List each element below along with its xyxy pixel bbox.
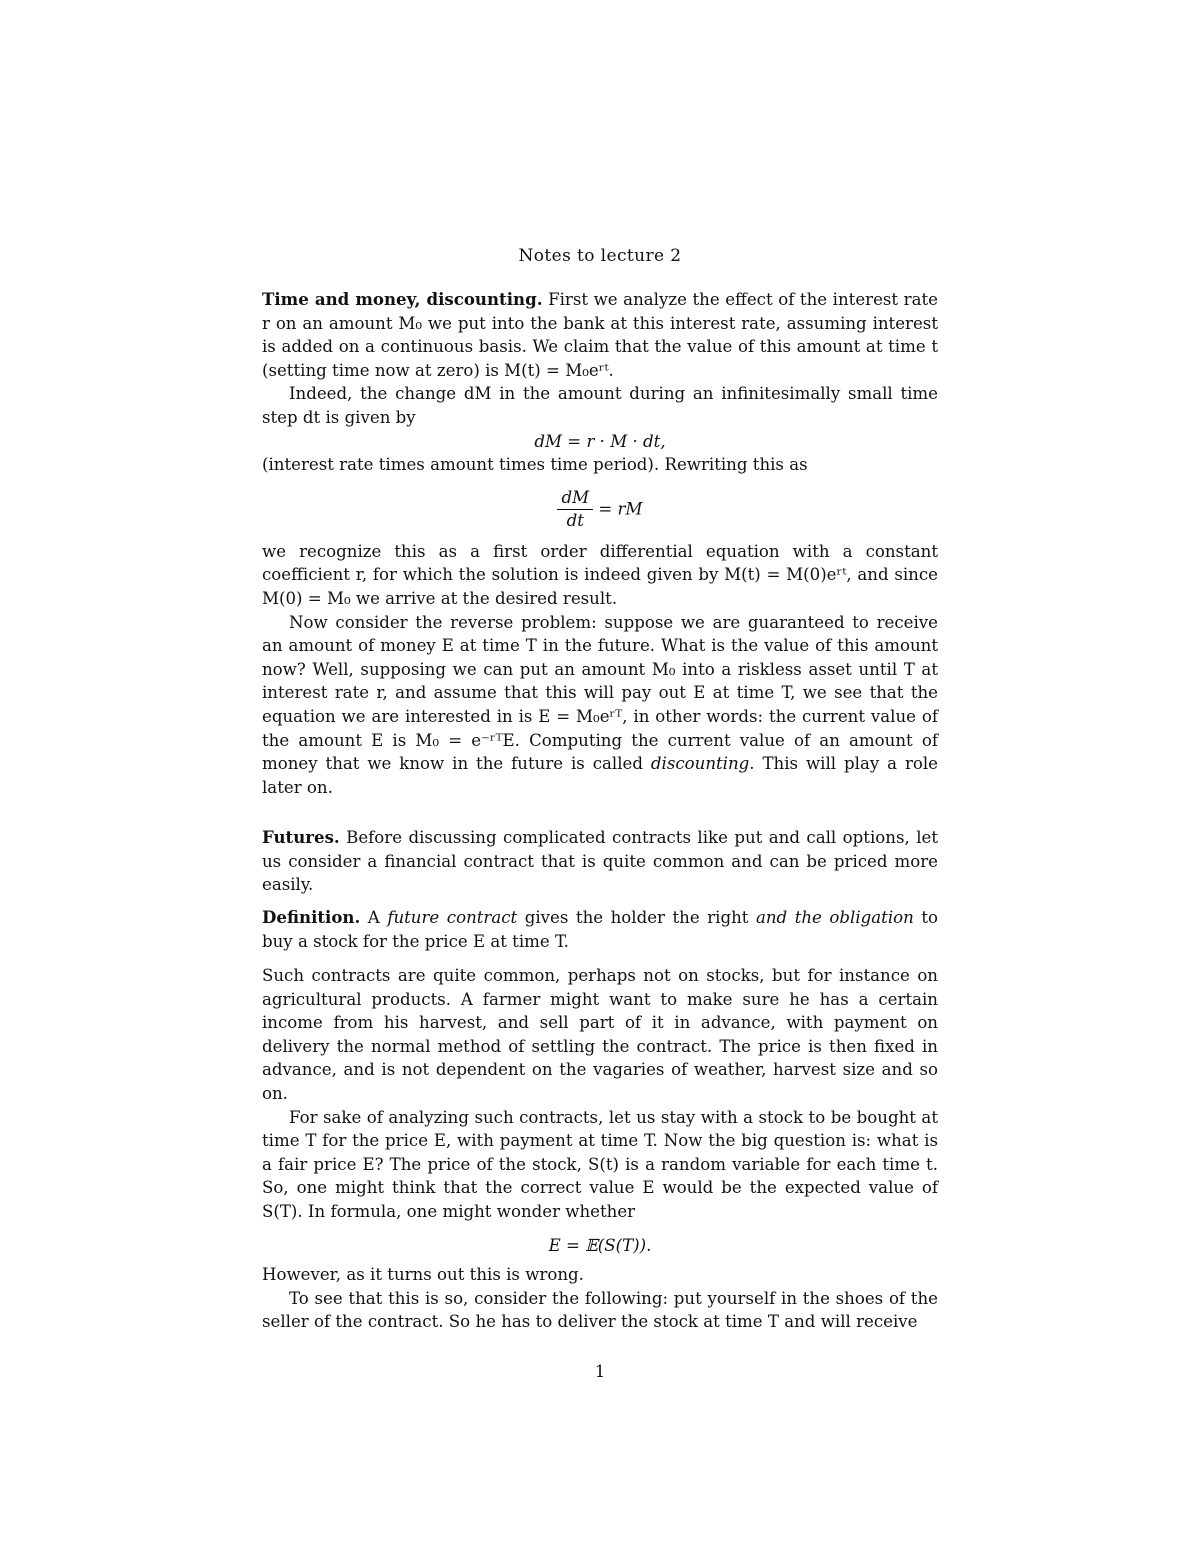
paragraph-text: Before discussing complicated contracts like put and call options, let us consider a financial contract that is quite common and can be priced more easily. bbox=[262, 828, 938, 895]
paragraph: we recognize this as a first order differential equation with a constant coefficient r, for which the solution is indeed given by M(t) = M(0)eʳᵗ, and since M(0) = M₀ we arrive at the desired result. bbox=[262, 541, 938, 608]
paragraph-text: A bbox=[360, 908, 388, 927]
paragraph bbox=[262, 826, 938, 897]
paragraph bbox=[262, 611, 938, 800]
paragraph bbox=[262, 288, 938, 382]
equation-rhs: = rM bbox=[593, 499, 643, 519]
page-title: Notes to lecture 2 bbox=[518, 246, 682, 266]
section-time-money bbox=[262, 288, 938, 799]
section-definition bbox=[262, 906, 938, 953]
section-futures bbox=[262, 826, 938, 897]
equation: dM = r · M · dt, bbox=[534, 431, 666, 451]
fraction-numerator: dM bbox=[557, 487, 593, 510]
section-heading: Definition. bbox=[262, 907, 361, 927]
paragraph bbox=[262, 906, 938, 953]
paragraph-text: to buy a stock for the price E at time T. bbox=[262, 908, 939, 951]
emphasis: discounting bbox=[650, 754, 750, 774]
equation-fraction bbox=[262, 487, 938, 532]
paragraph: To see that this is so, consider the following: put yourself in the shoes of the seller of the contract. So he has to deliver the stock at time T and will receive bbox=[262, 1288, 938, 1332]
emphasis: and the obligation bbox=[755, 908, 914, 927]
emphasis: future contract bbox=[387, 908, 518, 927]
equation: E = 𝔼(S(T)). bbox=[548, 1235, 652, 1255]
page-number: 1 bbox=[594, 1362, 606, 1381]
fraction-denominator: dt bbox=[566, 510, 584, 530]
paragraph: For sake of analyzing such contracts, let us stay with a stock to be bought at time T for the price E, with payment at time T. Now the big question is: what is a fair price E? The price of the stock, S(t) is a random variable for each time t. So, one might think that the correct value E would be the expected value of S(T). In formula, one might wonder whether bbox=[262, 1107, 938, 1221]
fraction bbox=[557, 487, 593, 532]
section-heading: Futures. bbox=[262, 827, 340, 847]
paragraph: Indeed, the change dM in the amount during an infinitesimally small time step dt is given by bbox=[262, 384, 938, 427]
section-body bbox=[262, 964, 938, 1334]
paragraph: (interest rate times amount times time period). Rewriting this as bbox=[262, 455, 808, 475]
paragraph: However, as it turns out this is wrong. bbox=[262, 1265, 584, 1285]
paragraph-text: Now consider the reverse problem: suppose we are guaranteed to receive an amount of money E at time T in the future. What is the value of this amount now? Well, supposing we can put an amount M₀ into a riskless asset until T at interest rate r, and assume that this will pay out E at time T, we see that the equation we are interested in is E = M₀eʳᵀ, in other words: the current value of the amount E is M₀ = e⁻ʳᵀE. Computing the current value of an amount of money that we know in the future is called bbox=[262, 612, 938, 774]
paragraph: Such contracts are quite common, perhaps not on stocks, but for instance on agricultural products. A farmer might want to make sure he has a certain income from his harvest, and sell part of it in advance, with payment on delivery the normal method of settling the contract. The price is then fixed in advance, and is not dependent on the vagaries of weather, harvest size and so on. bbox=[262, 966, 938, 1103]
paragraph-text: gives the holder the right bbox=[517, 908, 756, 927]
paragraph-text: . This will play a role later on. bbox=[262, 754, 938, 797]
section-heading: Time and money, discounting. bbox=[262, 289, 543, 309]
paragraph-text: First we analyze the effect of the interest rate r on an amount M₀ we put into the bank at this interest rate, assuming interest is added on a continuous basis. We claim that the value of this amount at time t (setting time now at zero) is M(t) = M₀eʳᵗ. bbox=[262, 290, 938, 380]
